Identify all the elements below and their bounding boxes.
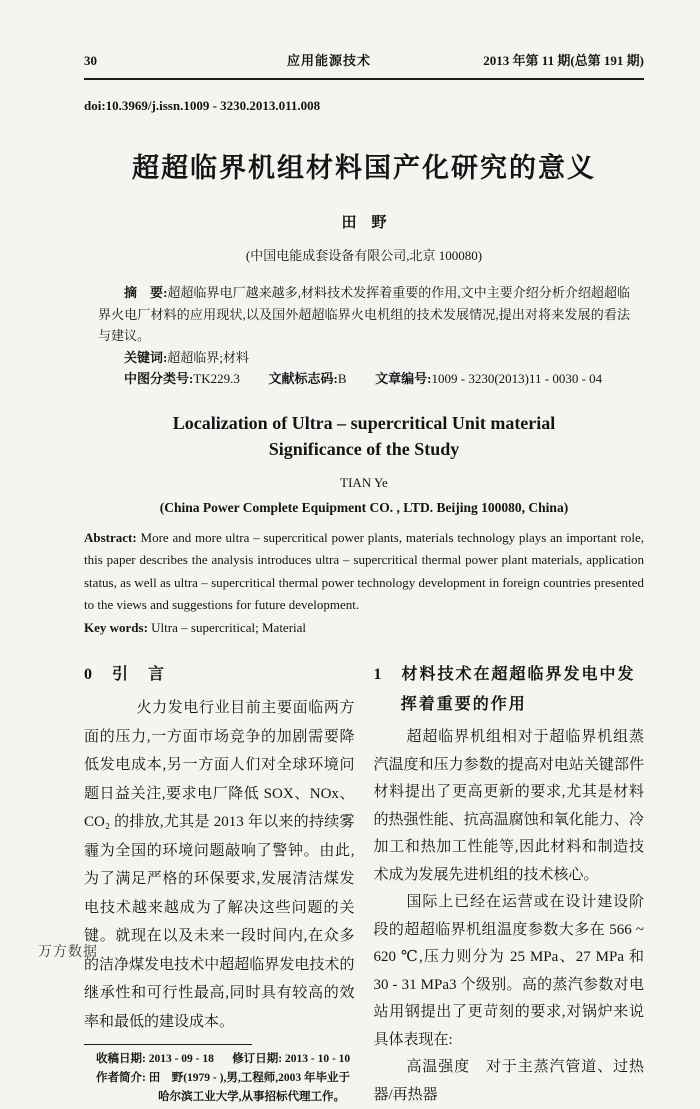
author-bio-text: 田 野(1979 - ),男,工程师,2003 年毕业于哈尔滨工业大学,从事招标代理工作。 bbox=[145, 1072, 350, 1103]
section-1-paragraph-2: 国际上已经在运营或在设计建设阶段的超超临界机组温度参数大多在 566 ~ 620 ℃,压力则分为 25 MPa、27 MPa 和 30 - 31 MPa3 个级别。高的蒸汽参数对电站用钢提出了更苛刻的要求,对锅炉来说具体表现在: bbox=[373, 894, 644, 1048]
header-divider bbox=[84, 78, 644, 80]
keywords-en-line bbox=[84, 617, 644, 640]
article-no-label: 文章编号: bbox=[375, 371, 432, 386]
author-name-cn: 田 野 bbox=[341, 215, 387, 231]
received-date-value: 2013 - 09 - 18 bbox=[145, 1053, 214, 1065]
journal-title: 应用能源技术 bbox=[286, 53, 371, 68]
abstract-en-block bbox=[84, 527, 644, 640]
clc-value: TK229.3 bbox=[193, 371, 240, 386]
doi-line: doi:10.3969/j.issn.1009 - 3230.2013.011.008 bbox=[84, 98, 321, 113]
abstract-en-text: More and more ultra – supercritical power plants, materials technology plays an important role, this paper describes the analysis introduces ultra – supercritical thermal power plant materials, application status, as well as ultra – supercritical thermal power technology development in foreign countries presented to the views and suggestions for future development. bbox=[84, 529, 644, 612]
abstract-cn-text: 超超临界电厂越来越多,材料技术发挥着重要的作用,文中主要介绍分析介绍超超临界火电厂材料的应用现状,以及国外超超临界火电机组的技术发展情况,提出对将来发展的看法与建议。 bbox=[98, 285, 630, 343]
keywords-en-text: Ultra – supercritical; Material bbox=[151, 619, 307, 635]
left-column bbox=[84, 654, 355, 1109]
article-title-cn: 超超临界机组材料国产化研究的意义 bbox=[132, 153, 596, 183]
keywords-cn-line bbox=[98, 347, 630, 369]
section-0-paragraph: 火力发电行业目前主要面临两方面的压力,一方面市场竞争的加剧需要降低发电成本,另一方面人们对全球环境问题日益关注,要求电厂降低 SOX、NOx、CO₂ 的排放,尤其是 2013 年以来的持续雾霾为全国的环境问题敲响了警钟。由此,为了满足严格的环保要求,发展清洁煤发电技术越来越成为了解决这些问题的关键。就现在以及未来一段时间内,在众多的洁净煤发电技术中超超临界发电技术的继承性和可行性最高,同时具有较高的效率和最低的建设成本。 bbox=[84, 700, 355, 1030]
clc-label: 中图分类号: bbox=[124, 371, 194, 386]
section-0-heading: 0 引 言 bbox=[84, 666, 167, 683]
received-date-label: 收稿日期: bbox=[96, 1053, 146, 1065]
keywords-en-label: Key words: bbox=[84, 619, 148, 635]
author-bio bbox=[96, 1069, 355, 1107]
abstract-cn-paragraph bbox=[98, 282, 630, 347]
abstract-en-label: Abstract: bbox=[84, 529, 137, 545]
footnote-dates bbox=[96, 1050, 355, 1069]
page-number: 30 bbox=[84, 53, 97, 68]
footnote-divider bbox=[84, 1044, 252, 1045]
author-bio-label: 作者简介: bbox=[96, 1072, 146, 1084]
abstract-cn-label: 摘 要: bbox=[124, 285, 168, 300]
article-no-value: 1009 - 3230(2013)11 - 0030 - 04 bbox=[431, 371, 603, 386]
running-header bbox=[84, 0, 644, 69]
footnote-block bbox=[84, 1044, 355, 1107]
author-name-en: TIAN Ye bbox=[340, 474, 388, 490]
article-title-en bbox=[84, 410, 644, 462]
abstract-cn-block bbox=[98, 282, 630, 390]
right-column bbox=[374, 654, 645, 1109]
title-en-line2: Significance of the Study bbox=[268, 438, 460, 459]
revised-date-value: 2013 - 10 - 10 bbox=[282, 1053, 351, 1065]
affiliation-cn: (中国电能成套设备有限公司,北京 100080) bbox=[245, 248, 483, 263]
wanfang-watermark: 万方数据 bbox=[38, 943, 98, 959]
affiliation-en: (China Power Complete Equipment CO. , LTD. Beijing 100080, China) bbox=[159, 499, 569, 515]
two-column-body bbox=[84, 654, 644, 1109]
issue-info: 2013 年第 11 期(总第 191 期) bbox=[483, 53, 644, 68]
section-1-paragraph-3: 高温强度 对于主蒸汽管道、过热器/再热器 bbox=[373, 1059, 644, 1103]
abstract-en-paragraph bbox=[84, 527, 644, 617]
revised-date-label: 修订日期: bbox=[232, 1053, 283, 1065]
doc-code-value: B bbox=[337, 371, 347, 386]
title-en-line1: Localization of Ultra – supercritical Unit material bbox=[172, 412, 556, 433]
keywords-cn-label: 关键词: bbox=[124, 349, 168, 365]
section-1-paragraph-1: 超超临界机组相对于超临界机组蒸汽温度和压力参数的提高对电站关键部件材料提出了更高更新的要求,尤其是材料的热强性能、抗高温腐蚀和氧化能力、冷加工和热加工性能等,因此材料和制造技术成为发展先进机组的技术核心。 bbox=[373, 729, 644, 883]
page-content bbox=[84, 0, 644, 1109]
section-1-heading: 1 材料技术在超超临界发电中发挥着重要的作用 bbox=[373, 666, 636, 713]
doc-code-label: 文献标志码: bbox=[268, 371, 338, 386]
classification-line bbox=[98, 368, 630, 390]
keywords-cn-text: 超超临界;材料 bbox=[167, 349, 249, 365]
